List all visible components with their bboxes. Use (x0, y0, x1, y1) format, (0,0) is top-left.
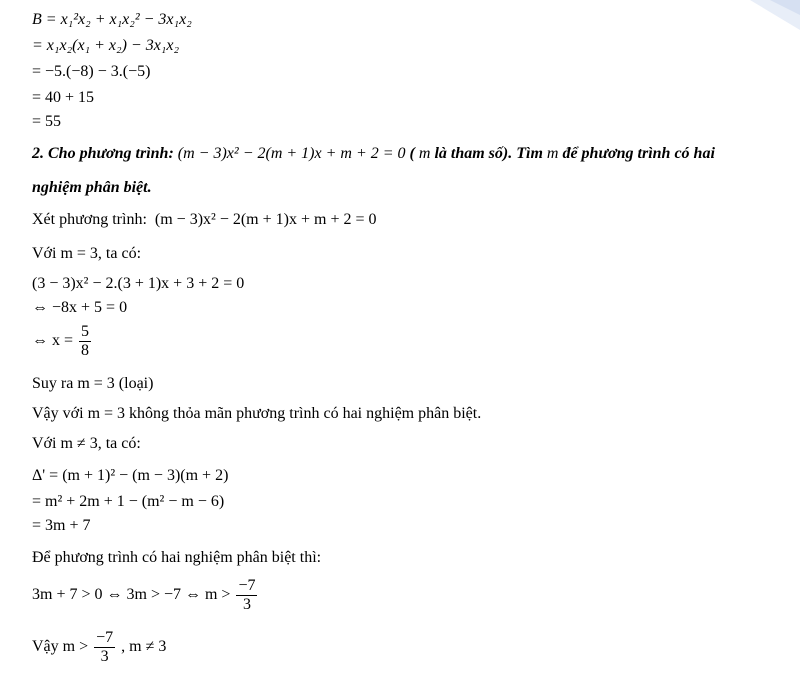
problem-label: 2. Cho phương trình: (32, 145, 174, 162)
consider-label: Xét phương trình: (32, 211, 147, 228)
fraction-denominator: 3 (94, 647, 115, 666)
find-var: m (546, 145, 559, 162)
problem-equation: (m − 3)x² − 2(m + 1)x + m + 2 = 0 (177, 145, 406, 162)
calc-lhs: B (32, 11, 42, 28)
calc-line-3: = −5.(−8) − 3.(−5) (32, 63, 151, 80)
delta-line-1: Δ' = (m + 1)² − (m − 3)(m + 2) (32, 467, 229, 484)
final-answer (32, 628, 166, 666)
condition-line: Để phương trình có hai nghiệm phân biệt thì: (32, 549, 322, 566)
find-text: để phương trình có hai (562, 145, 715, 162)
fraction-denominator: 8 (81, 341, 90, 359)
problem-2-statement (32, 144, 715, 164)
case1-eq-3 (32, 322, 93, 360)
calc-rhs: = x₁²x₂ + x₁x₂² − 3x₁x₂ (45, 11, 192, 28)
fraction-neg7-3 (236, 577, 257, 614)
paren-open: ( (409, 145, 415, 162)
calc-line-2: = x₁x₂(x₁ + x₂) − 3x₁x₂ (32, 37, 180, 54)
final-prefix: Vậy m > (32, 638, 89, 655)
inequality-line (32, 576, 259, 614)
delta-line-2: = m² + 2m + 1 − (m² − m − 6) (32, 493, 225, 510)
inequality-prefix: 3m + 7 > 0 ⇔ 3m > −7 ⇔ m > (32, 586, 231, 603)
param-text: là tham số). Tìm (434, 145, 543, 162)
calc-line-4: = 40 + 15 (32, 89, 95, 106)
delta-line-3: = 3m + 7 (32, 517, 91, 534)
final-suffix: , m ≠ 3 (121, 638, 167, 655)
case1-eq3-prefix: ⇔ x = (32, 332, 74, 349)
fraction-numerator: −7 (238, 576, 256, 594)
calc-line-1 (32, 10, 192, 30)
case1-result: Suy ra m = 3 (loại) (32, 375, 154, 392)
problem-2-line-2: nghiệm phân biệt. (32, 179, 152, 196)
case1-conclusion: Vậy với m = 3 không thỏa mãn phương trình có hai nghiệm phân biệt. (32, 405, 482, 422)
case1-heading: Với m = 3, ta có: (32, 245, 142, 262)
param-var: m (418, 145, 431, 162)
fraction-5-8 (79, 323, 91, 360)
fraction-numerator: −7 (96, 628, 114, 646)
fraction-denominator: 3 (236, 595, 257, 614)
corner-decoration (740, 0, 800, 40)
fraction-numerator: 5 (81, 322, 90, 340)
case1-eq-2: ⇔ −8x + 5 = 0 (32, 299, 128, 316)
fraction-final (94, 629, 115, 666)
consider-line (32, 210, 377, 230)
case2-heading: Với m ≠ 3, ta có: (32, 435, 141, 452)
consider-equation: (m − 3)x² − 2(m + 1)x + m + 2 = 0 (154, 211, 377, 228)
case1-eq-1: (3 − 3)x² − 2.(3 + 1)x + 3 + 2 = 0 (32, 275, 245, 292)
calc-line-5: = 55 (32, 113, 62, 130)
